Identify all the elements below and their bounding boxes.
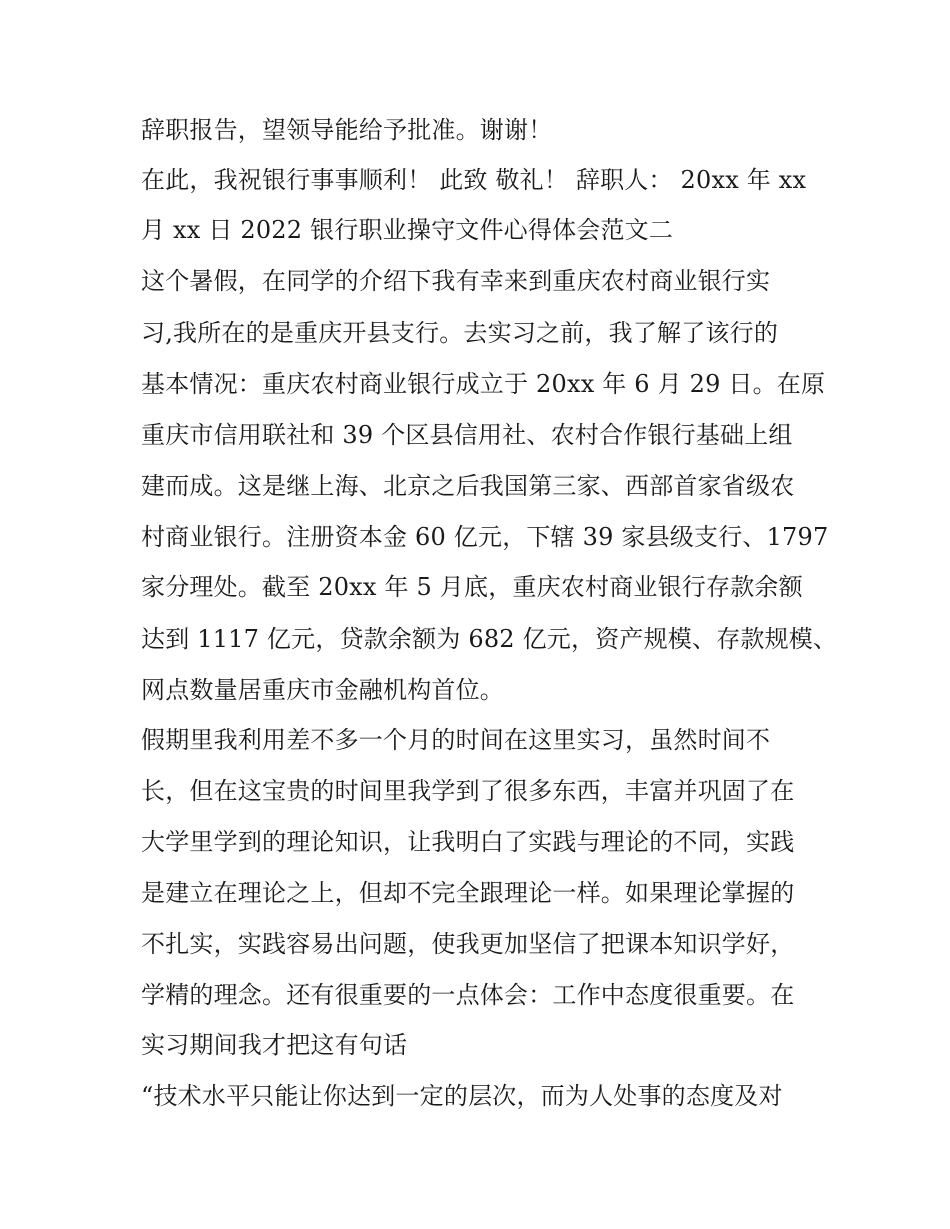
- text-line: 长，但在这宝贵的时间里我学到了很多东西，丰富并巩固了在: [141, 777, 795, 805]
- text-line: 网点数量居重庆市金融机构首位。: [141, 676, 504, 704]
- text-line: 达到 1117 亿元，贷款余额为 682 亿元，资产规模、存款规模、: [141, 625, 838, 653]
- text-line: 家分理处。截至 20xx 年 5 月底，重庆农村商业银行存款余额: [141, 573, 803, 601]
- text-line: “技术水平只能让你达到一定的层次，而为人处事的态度及对: [141, 1082, 783, 1110]
- text-line: 基本情况：重庆农村商业银行成立于 20xx 年 6 月 29 日。在原: [141, 370, 826, 398]
- text-line: 大学里学到的理论知识，让我明白了实践与理论的不同，实践: [141, 828, 795, 856]
- text-line: 实习期间我才把这有句话: [141, 1031, 408, 1059]
- text-line: 月 xx 日 2022 银行职业操守文件心得体会范文二: [141, 216, 674, 244]
- text-line: 不扎实，实践容易出问题，使我更加坚信了把课本知识学好，: [141, 930, 795, 958]
- text-line: 假期里我利用差不多一个月的时间在这里实习，虽然时间不: [141, 726, 771, 754]
- text-line: 习,我所在的是重庆开县支行。去实习之前，我了解了该行的: [141, 319, 779, 347]
- text-line: 是建立在理论之上，但却不完全跟理论一样。如果理论掌握的: [141, 879, 795, 907]
- text-line: 重庆市信用联社和 39 个区县信用社、农村合作银行基础上组: [141, 421, 793, 449]
- text-line: 村商业银行。注册资本金 60 亿元，下辖 39 家县级支行、1797: [141, 523, 829, 551]
- text-line: 辞职报告，望领导能给予批准。谢谢！: [141, 116, 553, 144]
- text-line: 在此，我祝银行事事顺利！ 此致 敬礼！ 辞职人： 20xx 年 xx: [141, 166, 807, 194]
- text-line: 这个暑假，在同学的介绍下我有幸来到重庆农村商业银行实: [141, 267, 771, 295]
- text-line: 建而成。这是继上海、北京之后我国第三家、西部首家省级农: [141, 472, 795, 500]
- text-line: 学精的理念。还有很重要的一点体会：工作中态度很重要。在: [141, 981, 795, 1009]
